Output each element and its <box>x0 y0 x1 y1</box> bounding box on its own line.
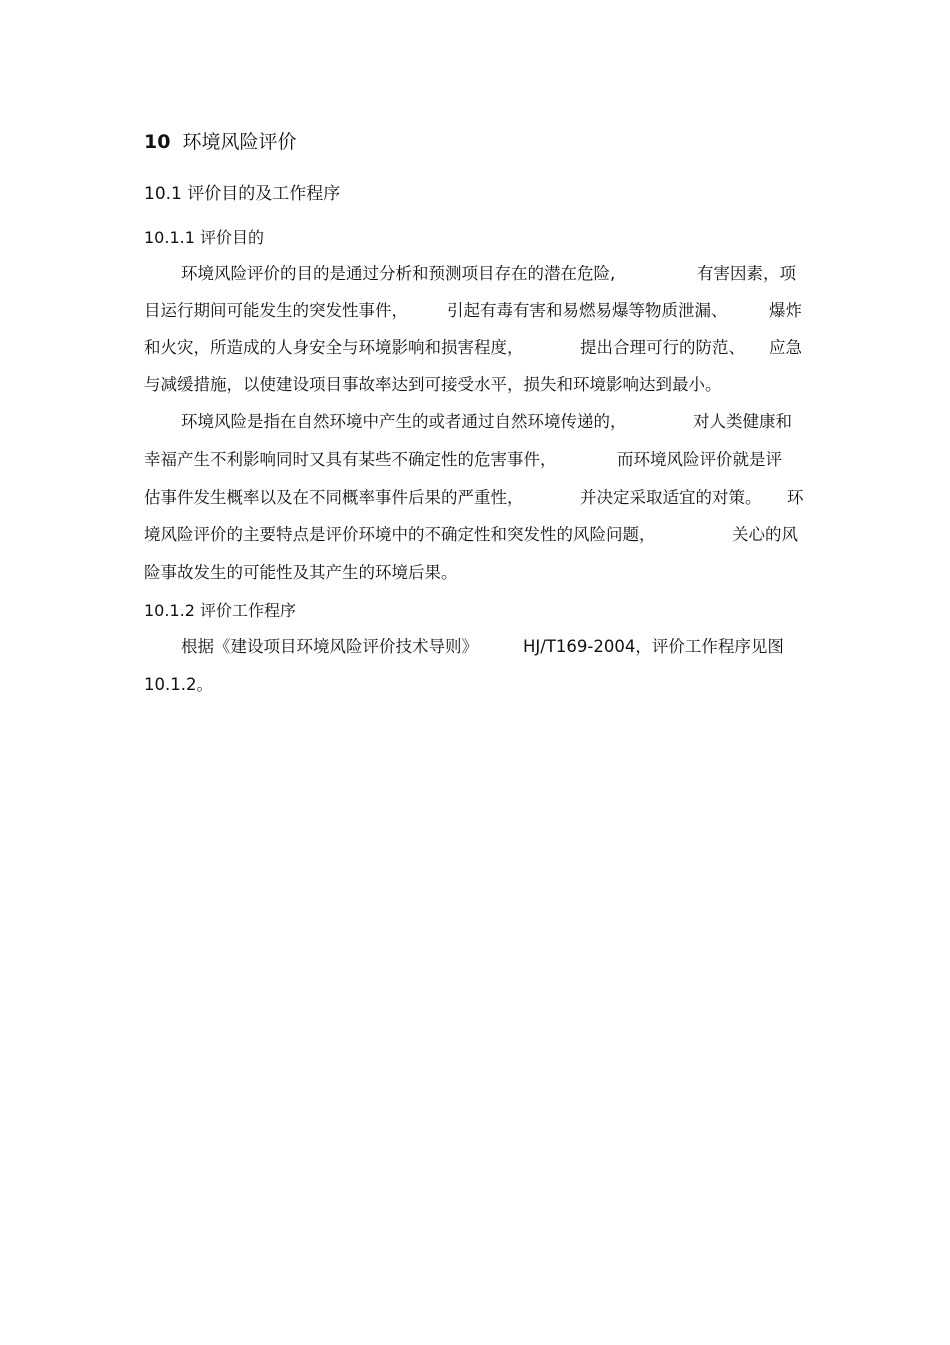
chapter-number: 10 <box>144 131 171 153</box>
text-segment: 估事件发生概率以及在不同概率事件后果的严重性， <box>144 488 524 507</box>
paragraph-line <box>181 262 615 286</box>
text-segment: HJ/T169-2004，评价工作程序见图 <box>523 637 784 656</box>
text-segment: 有害因素，项 <box>697 264 796 283</box>
paragraph-line <box>447 299 728 323</box>
paragraph-line <box>732 523 798 547</box>
paragraph-line <box>144 299 408 323</box>
text-segment: 10.1.2。 <box>144 675 213 694</box>
text-segment: 与减缓措施，以使建设项目事故率达到可接受水平，损失和环境影响达到最小。 <box>144 375 722 394</box>
paragraph-line <box>697 262 796 286</box>
text-segment: 并决定采取适宜的对策。 <box>580 488 762 507</box>
text-segment: 环境风险是指在自然环境中产生的或者通过自然环境传递的， <box>181 412 627 431</box>
text-segment: 爆炸 <box>769 301 802 320</box>
subsection-heading-10-1-2: 10.1.2 评价工作程序 <box>144 601 296 620</box>
paragraph-line <box>181 410 627 434</box>
text-segment: 提出合理可行的防范、 <box>580 338 745 357</box>
text-segment: 关心的风 <box>732 525 798 544</box>
text-segment: 应急 <box>769 338 802 357</box>
chapter-heading <box>144 128 296 156</box>
text-segment: 环境风险评价的目的是通过分析和预测项目存在的潜在危险, <box>181 264 616 283</box>
text-segment: 而环境风险评价就是评 <box>617 450 782 469</box>
paragraph-line <box>144 673 213 697</box>
paragraph-line <box>144 373 722 397</box>
paragraph-line <box>144 336 524 360</box>
paragraph-line <box>144 561 458 585</box>
text-segment: 环 <box>787 488 804 507</box>
section-heading-10-1: 10.1 评价目的及工作程序 <box>144 184 341 204</box>
paragraph-line <box>787 486 804 510</box>
paragraph-line <box>769 336 802 360</box>
paragraph-line <box>181 635 478 659</box>
text-segment: 幸福产生不利影响同时又具有某些不确定性的危害事件， <box>144 450 557 469</box>
paragraph-line <box>523 635 784 659</box>
paragraph-line <box>144 448 557 472</box>
paragraph-line <box>580 486 762 510</box>
paragraph-line <box>617 448 782 472</box>
text-segment: 根据《建设项目环境风险评价技术导则》 <box>181 637 478 656</box>
text-segment: 险事故发生的可能性及其产生的环境后果。 <box>144 563 458 582</box>
text-segment: 引起有毒有害和易燃易爆等物质泄漏、 <box>447 301 728 320</box>
paragraph-line <box>769 299 802 323</box>
text-segment: 和火灾，所造成的人身安全与环境影响和损害程度， <box>144 338 524 357</box>
paragraph-line <box>144 523 656 547</box>
text-segment: 目运行期间可能发生的突发性事件， <box>144 301 408 320</box>
subsection-heading-10-1-1: 10.1.1 评价目的 <box>144 228 264 247</box>
paragraph-line <box>580 336 745 360</box>
paragraph-line <box>693 410 792 434</box>
paragraph-line <box>144 486 524 510</box>
text-segment: 对人类健康和 <box>693 412 792 431</box>
chapter-title: 环境风险评价 <box>182 131 297 153</box>
text-segment: 境风险评价的主要特点是评价环境中的不确定性和突发性的风险问题， <box>144 525 656 544</box>
